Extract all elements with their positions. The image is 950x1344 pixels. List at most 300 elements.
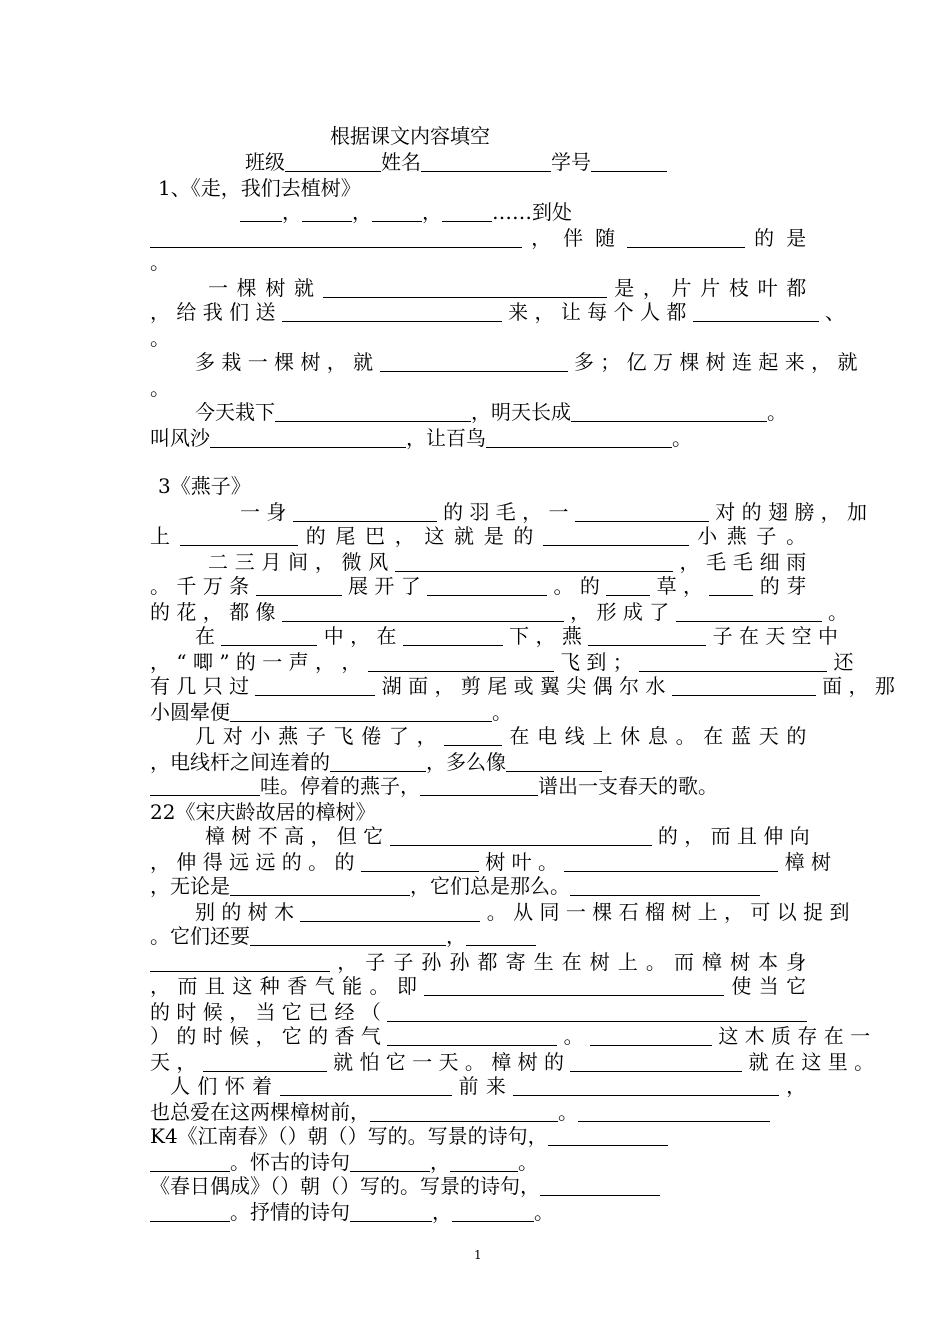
- worksheet-text: 燕: [726, 524, 749, 548]
- answer-blank[interactable]: [588, 627, 706, 646]
- answer-blank[interactable]: [575, 503, 709, 522]
- worksheet-text: 棵: [679, 350, 700, 374]
- worksheet-text: 。: [150, 376, 170, 400]
- worksheet-text: 它: [385, 1050, 406, 1074]
- answer-blank[interactable]: [571, 403, 767, 422]
- answer-blank[interactable]: [240, 203, 282, 222]
- worksheet-text: （: [360, 1000, 381, 1024]
- worksheet-text: 都: [229, 600, 250, 624]
- worksheet-text: 谱出一支春天的歌。: [538, 774, 718, 798]
- answer-blank[interactable]: [543, 527, 689, 546]
- worksheet-text: ，: [314, 650, 335, 674]
- worksheet-text: 种: [259, 974, 281, 998]
- worksheet-text: ，: [683, 574, 704, 598]
- worksheet-text: 的: [513, 524, 536, 548]
- answer-blank[interactable]: [424, 977, 724, 996]
- worksheet-text: 上: [617, 950, 639, 974]
- worksheet-text: 木: [274, 900, 295, 924]
- worksheet-text: ，: [350, 624, 371, 648]
- worksheet-text: 树: [589, 950, 611, 974]
- worksheet-text: 樟: [491, 1050, 512, 1074]
- worksheet-text: 的: [221, 900, 242, 924]
- worksheet-text: 多: [195, 350, 215, 374]
- worksheet-line: [150, 226, 806, 250]
- worksheet-text: 天: [765, 624, 786, 648]
- worksheet-text: 以: [776, 900, 797, 924]
- worksheet-text: 电: [537, 724, 558, 748]
- worksheet-text: ，: [255, 1024, 276, 1048]
- number-label: 学号: [551, 150, 591, 174]
- worksheet-text: ，: [522, 500, 543, 524]
- worksheet-text: ，: [786, 1074, 807, 1098]
- worksheet-text: 是: [786, 226, 807, 250]
- answer-blank[interactable]: [256, 577, 342, 596]
- answer-blank[interactable]: [548, 1127, 668, 1146]
- worksheet-text: 子: [712, 624, 733, 648]
- worksheet-text: 这: [232, 974, 253, 998]
- worksheet-text: 即: [396, 974, 418, 998]
- worksheet-line: [150, 1124, 806, 1148]
- answer-blank[interactable]: [221, 627, 317, 646]
- worksheet-text: ，: [724, 900, 745, 924]
- worksheet-text: 叶: [511, 850, 532, 874]
- worksheet-text: 开: [374, 574, 395, 598]
- class-label: 班级: [245, 150, 285, 174]
- worksheet-text: 当: [255, 1000, 276, 1024]
- worksheet-text: 线: [564, 724, 586, 748]
- answer-blank[interactable]: [606, 577, 650, 596]
- worksheet-text: 了: [649, 600, 670, 624]
- answer-blank[interactable]: [368, 653, 554, 672]
- worksheet-text: 上: [592, 724, 614, 748]
- worksheet-text: ，: [535, 624, 556, 648]
- worksheet-text: ，: [642, 276, 665, 300]
- worksheet-text: 孙: [449, 950, 471, 974]
- worksheet-text: 了: [388, 724, 410, 748]
- worksheet-text: 休: [620, 724, 641, 748]
- worksheet-text: 展: [347, 574, 368, 598]
- worksheet-text: 树: [247, 900, 268, 924]
- worksheet-text: K4《江南春》（）朝（）写的。写景的诗句，: [150, 1124, 548, 1148]
- worksheet-text: 伴: [563, 226, 586, 250]
- worksheet-text: 。: [150, 250, 170, 274]
- worksheet-text: 随: [595, 226, 618, 250]
- worksheet-text: 。: [675, 724, 697, 748]
- worksheet-text: 子: [365, 950, 387, 974]
- worksheet-text: ，让百鸟: [406, 426, 486, 450]
- worksheet-text: 天: [758, 724, 780, 748]
- worksheet-line: [150, 1024, 871, 1048]
- worksheet-text: 万: [202, 574, 223, 598]
- answer-blank[interactable]: [300, 903, 480, 922]
- worksheet-text: 毛: [495, 500, 516, 524]
- worksheet-line: [150, 1000, 806, 1024]
- answer-blank[interactable]: [676, 603, 822, 622]
- worksheet-line: [150, 700, 806, 724]
- worksheet-text: 的: [786, 724, 807, 748]
- worksheet-text: 一: [208, 276, 230, 300]
- worksheet-text: ，: [684, 824, 705, 848]
- worksheet-text: 是: [483, 524, 506, 548]
- worksheet-text: 的: [443, 500, 464, 524]
- answer-blank[interactable]: [627, 229, 745, 248]
- worksheet-text: 同: [539, 900, 560, 924]
- worksheet-line: [170, 1074, 806, 1098]
- worksheet-text: 这: [718, 1024, 739, 1048]
- worksheet-text: 天: [438, 1050, 459, 1074]
- worksheet-text: 但: [336, 824, 357, 848]
- answer-blank[interactable]: [275, 403, 471, 422]
- worksheet-text: 的: [741, 500, 762, 524]
- worksheet-text: ，: [282, 200, 302, 224]
- worksheet-text: 子: [393, 950, 415, 974]
- worksheet-text: 《春日偶成》（）朝（）写的。写景的诗句，: [150, 1174, 540, 1198]
- answer-blank[interactable]: [380, 353, 568, 372]
- answer-blank[interactable]: [639, 653, 827, 672]
- worksheet-line: [150, 850, 832, 874]
- worksheet-text: 毛: [706, 550, 727, 574]
- worksheet-text: 成: [622, 600, 643, 624]
- answer-blank[interactable]: [486, 429, 672, 448]
- worksheet-text: ，: [150, 974, 171, 998]
- worksheet-line: [158, 176, 458, 200]
- worksheet-text: 树: [300, 350, 321, 374]
- worksheet-text: 连: [732, 350, 753, 374]
- worksheet-text: 草: [656, 574, 677, 598]
- answer-blank[interactable]: [452, 1203, 534, 1222]
- worksheet-text: 。: [767, 400, 787, 424]
- worksheet-text: 二: [208, 550, 229, 574]
- worksheet-text: 翼: [539, 674, 560, 698]
- worksheet-text: 膀: [794, 500, 815, 524]
- worksheet-line: [150, 1050, 875, 1074]
- worksheet-text: 尖: [566, 674, 587, 698]
- answer-blank[interactable]: [395, 553, 673, 572]
- worksheet-text: 花: [176, 600, 197, 624]
- worksheet-text: 毛: [732, 550, 754, 574]
- worksheet-text: 3《燕子》: [158, 474, 251, 498]
- answer-blank[interactable]: [513, 1077, 779, 1096]
- worksheet-text: 在: [775, 1050, 796, 1074]
- answer-blank[interactable]: [280, 1077, 452, 1096]
- worksheet-text: 的: [176, 1024, 197, 1048]
- worksheet-text: 间: [288, 550, 309, 574]
- worksheet-text: ”: [219, 650, 230, 674]
- answer-blank[interactable]: [372, 203, 422, 222]
- worksheet-text: ，: [229, 1000, 250, 1024]
- worksheet-text: 在: [376, 624, 397, 648]
- worksheet-text: ，: [416, 724, 438, 748]
- answer-blank[interactable]: [361, 853, 479, 872]
- worksheet-line: [150, 950, 806, 974]
- worksheet-text: ，: [176, 1050, 197, 1074]
- class-blank[interactable]: [285, 153, 381, 172]
- worksheet-text: 那: [874, 674, 895, 698]
- worksheet-text: 枝: [728, 276, 751, 300]
- worksheet-line: [150, 1200, 806, 1224]
- worksheet-text: 万: [652, 350, 673, 374]
- worksheet-text: 人: [170, 1074, 191, 1098]
- answer-blank[interactable]: [590, 1027, 712, 1046]
- page-title: 根据课文内容填空: [330, 124, 490, 148]
- worksheet-text: 的: [543, 1050, 564, 1074]
- worksheet-text: 而: [673, 950, 695, 974]
- worksheet-text: 树: [517, 1050, 538, 1074]
- worksheet-text: 巴: [365, 524, 387, 548]
- worksheet-text: 上: [150, 524, 172, 548]
- worksheet-text: 别: [195, 900, 215, 924]
- answer-blank[interactable]: [506, 753, 602, 772]
- worksheet-text: 三: [234, 550, 255, 574]
- answer-blank[interactable]: [150, 1203, 230, 1222]
- worksheet-text: 一: [565, 900, 586, 924]
- worksheet-text: 中: [818, 624, 839, 648]
- worksheet-text: ，: [310, 824, 331, 848]
- worksheet-text: 可: [750, 900, 771, 924]
- worksheet-text: 树: [705, 350, 726, 374]
- name-blank[interactable]: [421, 153, 551, 172]
- worksheet-text: 的: [759, 574, 780, 598]
- worksheet-text: 蓝: [730, 724, 752, 748]
- worksheet-text: 一: [247, 350, 268, 374]
- answer-blank[interactable]: [709, 577, 753, 596]
- worksheet-text: 或: [513, 674, 534, 698]
- worksheet-text: 小: [250, 724, 272, 748]
- answer-blank[interactable]: [282, 303, 502, 322]
- answer-blank[interactable]: [390, 827, 652, 846]
- worksheet-text: 只: [202, 674, 223, 698]
- worksheet-text: 。: [486, 900, 507, 924]
- worksheet-text: 的: [754, 226, 777, 250]
- worksheet-text: 着: [252, 1074, 273, 1098]
- worksheet-text: 面: [822, 674, 843, 698]
- worksheet-text: 就: [454, 524, 476, 548]
- answer-blank[interactable]: [150, 777, 260, 796]
- worksheet-text: 栽: [221, 350, 242, 374]
- worksheet-text: ，: [314, 550, 335, 574]
- worksheet-text: ；: [612, 650, 633, 674]
- worksheet-text: ，: [394, 524, 417, 548]
- page-number: 1: [474, 1248, 482, 1262]
- worksheet-line: [195, 900, 850, 924]
- worksheet-text: 远: [255, 850, 276, 874]
- answer-blank[interactable]: [570, 1053, 742, 1072]
- answer-blank[interactable]: [282, 603, 564, 622]
- answer-blank[interactable]: [387, 1003, 807, 1022]
- worksheet-text: 时: [202, 1024, 223, 1048]
- worksheet-text: 22《宋庆龄故居的樟树》: [150, 800, 376, 824]
- answer-blank[interactable]: [150, 1153, 230, 1172]
- worksheet-text: 们: [197, 1074, 218, 1098]
- worksheet-text: 使: [731, 974, 752, 998]
- worksheet-text: 。: [854, 1050, 875, 1074]
- worksheet-text: 香: [334, 1024, 355, 1048]
- worksheet-text: 细: [759, 550, 780, 574]
- worksheet-text: 本: [758, 950, 779, 974]
- worksheet-text: 。: [308, 850, 329, 874]
- worksheet-text: 向: [789, 824, 810, 848]
- answer-blank[interactable]: [350, 1203, 432, 1222]
- name-label: 姓名: [381, 150, 421, 174]
- answer-blank[interactable]: [350, 1153, 430, 1172]
- worksheet-line: [150, 600, 848, 624]
- worksheet-text: 的: [235, 650, 256, 674]
- worksheet-text: 的: [308, 1024, 329, 1048]
- worksheet-text: 羽: [469, 500, 490, 524]
- worksheet-text: 尔: [619, 674, 640, 698]
- answer-blank[interactable]: [540, 1177, 660, 1196]
- worksheet-text: 人: [639, 300, 660, 324]
- worksheet-text: 到: [829, 900, 850, 924]
- worksheet-line: [208, 276, 806, 300]
- worksheet-text: 给: [176, 300, 197, 324]
- worksheet-text: 都: [786, 276, 807, 300]
- worksheet-text: 能: [342, 974, 363, 998]
- worksheet-text: 来: [784, 350, 805, 374]
- worksheet-text: 来: [508, 300, 529, 324]
- worksheet-text: 条: [229, 574, 250, 598]
- worksheet-text: ，: [337, 950, 359, 974]
- worksheet-text: ，: [811, 350, 832, 374]
- answer-blank[interactable]: [466, 927, 536, 946]
- worksheet-text: 形: [596, 600, 617, 624]
- answer-blank[interactable]: [570, 877, 760, 896]
- worksheet-line: [150, 674, 895, 698]
- worksheet-text: 树: [811, 850, 832, 874]
- worksheet-text: 来: [485, 1074, 507, 1098]
- worksheet-text: 在: [195, 624, 215, 648]
- worksheet-text: 树: [265, 276, 287, 300]
- worksheet-text: 榴: [644, 900, 665, 924]
- worksheet-text: 剪: [460, 674, 481, 698]
- worksheet-text: ，: [150, 850, 170, 874]
- worksheet-text: 就: [837, 350, 858, 374]
- answer-blank[interactable]: [444, 727, 502, 746]
- worksheet-text: 棵: [236, 276, 258, 300]
- worksheet-text: 天: [150, 1050, 170, 1074]
- answer-blank[interactable]: [420, 777, 538, 796]
- worksheet-text: 樟: [205, 824, 225, 848]
- worksheet-text: 风: [368, 550, 389, 574]
- worksheet-line: [195, 624, 839, 648]
- worksheet-text: ，明天长成: [471, 400, 571, 424]
- answer-blank[interactable]: [293, 503, 437, 522]
- worksheet-text: 微: [341, 550, 362, 574]
- worksheet-text: 也总爱在这两棵樟树前，: [150, 1100, 370, 1124]
- worksheet-text: 在: [703, 724, 724, 748]
- worksheet-text: 香: [287, 974, 308, 998]
- worksheet-text: 的: [657, 824, 678, 848]
- worksheet-text: 怀: [224, 1074, 246, 1098]
- worksheet-text: 在: [738, 624, 759, 648]
- answer-blank[interactable]: [250, 927, 446, 946]
- worksheet-text: 候: [229, 1024, 250, 1048]
- worksheet-line: [150, 1150, 806, 1174]
- worksheet-text: 小圆晕便: [150, 700, 230, 724]
- answer-blank[interactable]: [387, 1027, 557, 1046]
- worksheet-line: [195, 350, 858, 374]
- worksheet-text: 已: [308, 1000, 329, 1024]
- answer-blank[interactable]: [442, 203, 492, 222]
- worksheet-text: 就: [333, 1050, 354, 1074]
- worksheet-text: 就: [748, 1050, 769, 1074]
- worksheet-text: ；: [600, 350, 621, 374]
- answer-blank[interactable]: [150, 953, 330, 972]
- worksheet-text: 它: [281, 1000, 302, 1024]
- worksheet-text: ，: [531, 226, 554, 250]
- worksheet-text: ，: [446, 924, 466, 948]
- worksheet-text: 加: [847, 500, 868, 524]
- worksheet-text: 木: [744, 1024, 765, 1048]
- worksheet-text: 就: [294, 276, 316, 300]
- worksheet-text: 这: [424, 524, 447, 548]
- answer-blank[interactable]: [230, 703, 492, 722]
- answer-blank[interactable]: [403, 627, 503, 646]
- worksheet-text: 雨: [786, 550, 807, 574]
- worksheet-text: 伸: [176, 850, 197, 874]
- worksheet-text: 质: [771, 1024, 792, 1048]
- worksheet-text: 像: [255, 600, 276, 624]
- worksheet-text: 。: [645, 950, 667, 974]
- worksheet-text: 、: [825, 300, 846, 324]
- worksheet-text: 面: [408, 674, 429, 698]
- answer-blank[interactable]: [693, 303, 819, 322]
- answer-blank[interactable]: [302, 203, 352, 222]
- answer-blank[interactable]: [564, 853, 778, 872]
- answer-blank[interactable]: [578, 1103, 770, 1122]
- answer-blank[interactable]: [450, 1153, 518, 1172]
- worksheet-text: 高: [284, 824, 305, 848]
- worksheet-text: ，: [150, 650, 170, 674]
- answer-blank[interactable]: [210, 429, 406, 448]
- answer-blank[interactable]: [323, 279, 607, 298]
- answer-blank[interactable]: [330, 753, 426, 772]
- worksheet-text: 在: [509, 724, 531, 748]
- worksheet-text: ）: [150, 1024, 170, 1048]
- number-blank[interactable]: [591, 153, 667, 172]
- worksheet-line: [208, 550, 806, 574]
- worksheet-text: 它: [786, 974, 807, 998]
- worksheet-text: 是: [614, 276, 636, 300]
- worksheet-text: ，: [432, 1200, 452, 1224]
- answer-blank[interactable]: [370, 1103, 558, 1122]
- worksheet-text: 身: [266, 500, 287, 524]
- answer-blank[interactable]: [150, 229, 522, 248]
- worksheet-line: [150, 750, 650, 774]
- worksheet-text: 。: [150, 574, 171, 598]
- worksheet-text: ，: [570, 600, 591, 624]
- worksheet-text: 。怀古的诗句: [230, 1150, 350, 1174]
- worksheet-text: 。: [150, 326, 170, 350]
- worksheet-text: 还: [833, 650, 854, 674]
- worksheet-text: 树: [671, 900, 692, 924]
- worksheet-line: [150, 974, 806, 998]
- answer-blank[interactable]: [230, 877, 410, 896]
- worksheet-line: [150, 800, 450, 824]
- worksheet-text: 飞: [560, 650, 581, 674]
- answer-blank[interactable]: [180, 527, 298, 546]
- answer-blank[interactable]: [672, 677, 816, 696]
- worksheet-text: 空: [791, 624, 812, 648]
- answer-blank[interactable]: [255, 677, 375, 696]
- answer-blank[interactable]: [427, 577, 547, 596]
- answer-blank[interactable]: [203, 1053, 327, 1072]
- worksheet-text: 。: [786, 524, 807, 548]
- worksheet-text: ，: [352, 200, 372, 224]
- worksheet-text: 千: [176, 574, 197, 598]
- worksheet-text: 。: [558, 1100, 578, 1124]
- worksheet-text: ，: [202, 600, 223, 624]
